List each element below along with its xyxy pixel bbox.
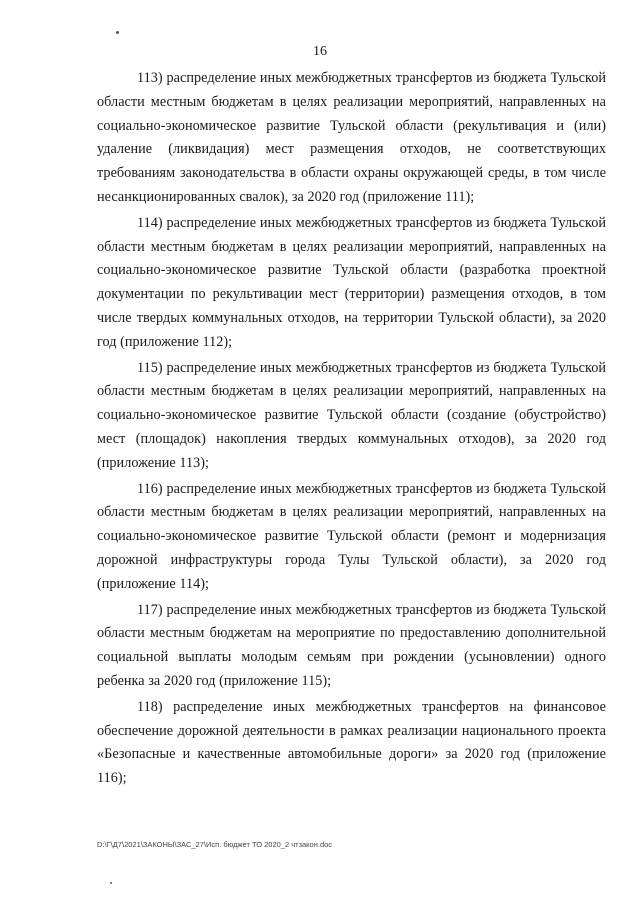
file-path-footer: D:\Г\Д7\2021\ЗАКОНЫ\ЗАС_27\Исп. бюджет ТО 2020_2 чтзакон.doc (97, 840, 333, 849)
scan-speck (116, 31, 119, 34)
list-item-116: 116) распределение иных межбюджетных трансфертов из бюджета Тульской области местным бюджетам в целях реализации мероприятий, направленных на социально-экономическое развитие Тульской области (ремонт и модернизация дорожной инфраструктуры города Тулы Тульской области), за 2020 год (приложение 114); (97, 480, 606, 592)
scan-speck (110, 882, 112, 884)
document-body (97, 67, 606, 793)
list-item-113: 113) распределение иных межбюджетных трансфертов из бюджета Тульской области местным бюджетам в целях реализации мероприятий, направленных на социально-экономическое развитие Тульской области (рекультивация и (или) удаление (ликвидация) мест размещения отходов, не соответствующих требованиям законодательства в области охраны окружающей среды, в том числе несанкционированных свалок), за 2020 год (приложение 111); (97, 70, 606, 205)
list-item-114: 114) распределение иных межбюджетных трансфертов из бюджета Тульской области местным бюджетам в целях реализации мероприятий, направленных на социально-экономическое развитие Тульской области (разработка проектной документации по рекультивации мест (территории) размещения отходов, в том числе твердых коммунальных отходов, на территории Тульской области), за 2020 год (приложение 112); (97, 214, 606, 350)
list-item-115: 115) распределение иных межбюджетных трансфертов из бюджета Тульской области местным бюджетам в целях реализации мероприятий, направленных на социально-экономическое развитие Тульской области (создание (обустройство) мест (площадок) накопления твердых коммунальных отходов), за 2020 год (приложение 113); (97, 359, 606, 471)
list-item-118: 118) распределение иных межбюджетных трансфертов на финансовое обеспечение дорожной деятельности в рамках реализации национального проекта «Безопасные и качественные автомобильные дороги» за 2020 год (приложение 116); (97, 698, 606, 787)
list-item-117: 117) распределение иных межбюджетных трансфертов из бюджета Тульской области местным бюджетам на мероприятие по предоставлению дополнительной социальной выплаты молодым семьям при рождении (усыновлении) одного ребенка за 2020 год (приложение 115); (97, 601, 606, 689)
page-number: 16 (313, 44, 327, 59)
